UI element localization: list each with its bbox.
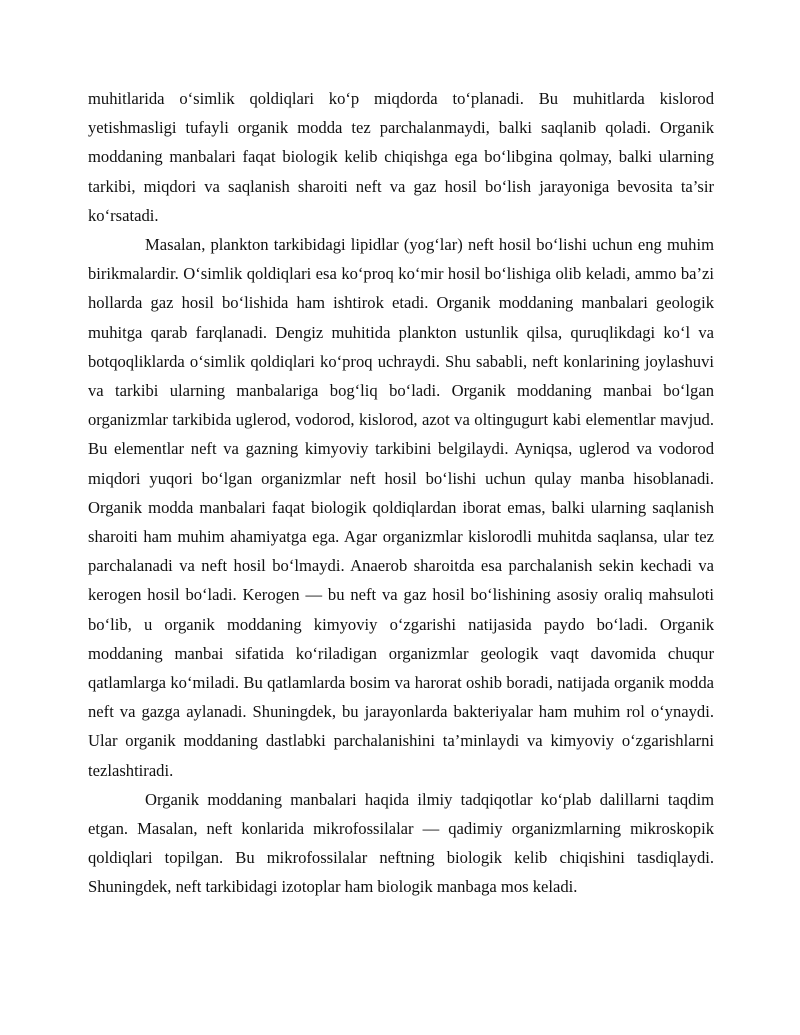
paragraph-2: Masalan, plankton tarkibidagi lipidlar (yog‘lar) neft hosil bo‘lishi uchun eng muhim birikmalardir. O‘simlik qoldiqlari esa ko‘proq ko‘mir hosil bo‘lishiga olib keladi, ammo ba’zi hollarda gaz hosil bo‘lishida ham ishtirok etadi. Organik moddaning manbalari geologik muhitga qarab farqlanadi. Dengiz muhitida plankton ustunlik qilsa, quruqlikdagi ko‘l va botqoqliklarda o‘simlik qoldiqlari ko‘proq uchraydi. Shu sababli, neft konlarining joylashuvi va tarkibi ularning manbalariga bog‘liq bo‘ladi. Organik moddaning manbai bo‘lgan organizmlar tarkibida uglerod, vodorod, kislorod, azot va oltingugurt kabi elementlar mavjud. Bu elementlar neft va gazning kimyoviy tarkibini belgilaydi. Ayniqsa, uglerod va vodorod miqdori yuqori bo‘lgan organizmlar neft hosil bo‘lishi uchun qulay manba hisoblanadi. Organik modda manbalari faqat biologik qoldiqlardan iborat emas, balki ularning saqlanish sharoiti ham muhim ahamiyatga ega. Agar organizmlar kislorodli muhitda saqlansa, ular tez parchalanadi va neft hosil bo‘lmaydi. Anaerob sharoitda esa parchalanish sekin kechadi va kerogen hosil bo‘ladi. Kerogen — bu neft va gaz hosil bo‘lishining asosiy oraliq mahsuloti bo‘lib, u organik moddaning kimyoviy o‘zgarishi natijasida paydo bo‘ladi. Organik moddaning manbai sifatida ko‘riladigan organizmlar geologik vaqt davomida chuqur qatlamlarga ko‘miladi. Bu qatlamlarda bosim va harorat oshib boradi, natijada organik modda neft va gazga aylanadi. Shuningdek, bu jarayonlarda bakteriyalar ham muhim rol o‘ynaydi. Ular organik moddaning dastlabki parchalanishini ta’minlaydi va kimyoviy o‘zgarishlarni tezlashtiradi.: [88, 235, 714, 780]
paragraph-3: Organik moddaning manbalari haqida ilmiy tadqiqotlar ko‘plab dalillarni taqdim etgan. Masalan, neft konlarida mikrofossilalar — qadimiy organizmlarning mikroskopik qoldiqlari topilgan. Bu mikrofossilalar neftning biologik kelib chiqishini tasdiqlaydi. Shuningdek, neft tarkibidagi izotoplar ham biologik manbaga mos keladi.: [88, 789, 714, 897]
paragraph-1: muhitlarida o‘simlik qoldiqlari ko‘p miqdorda to‘planadi. Bu muhitlarda kislorod yetishmasligi tufayli organik modda tez parchalanmaydi, balki saqlanib qoladi. Organik moddaning manbalari faqat biologik kelib chiqishga ega bo‘libgina qolmay, balki ularning tarkibi, miqdori va saqlanish sharoiti neft va gaz hosil bo‘lish jarayoniga bevosita ta’sir ko‘rsatadi.: [88, 89, 714, 225]
document-page: [88, 84, 714, 902]
